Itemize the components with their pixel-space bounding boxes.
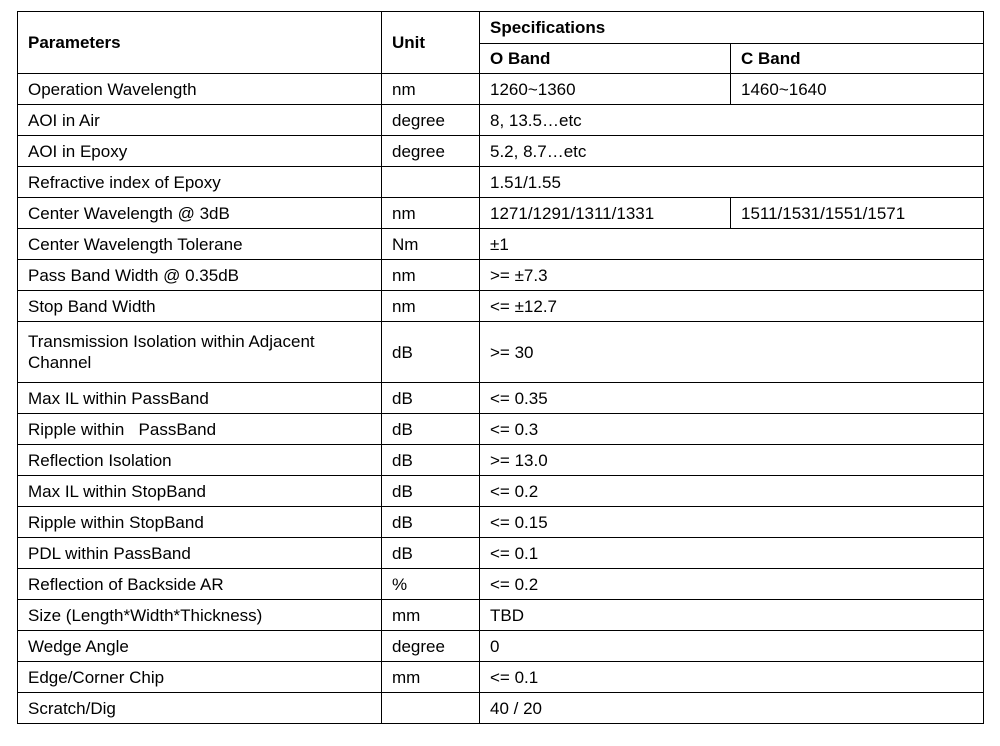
unit-cell: mm xyxy=(382,662,480,693)
c-band-cell: 1460~1640 xyxy=(731,74,984,105)
spec-cell: <= 0.2 xyxy=(480,569,984,600)
parameter-cell: Transmission Isolation within Adjacent Channel xyxy=(18,322,382,383)
parameter-cell: Stop Band Width xyxy=(18,291,382,322)
parameter-cell: Pass Band Width @ 0.35dB xyxy=(18,260,382,291)
spec-cell: <= 0.3 xyxy=(480,414,984,445)
parameter-cell: Operation Wavelength xyxy=(18,74,382,105)
table-row xyxy=(18,198,984,229)
unit-cell: Nm xyxy=(382,229,480,260)
spec-cell: 40 / 20 xyxy=(480,693,984,724)
unit-cell: dB xyxy=(382,322,480,383)
o-band-header: O Band xyxy=(480,44,731,74)
table-row xyxy=(18,383,984,414)
table-row xyxy=(18,445,984,476)
spec-cell: 8, 13.5…etc xyxy=(480,105,984,136)
parameters-header: Parameters xyxy=(18,12,382,74)
spec-cell: <= ±12.7 xyxy=(480,291,984,322)
c-band-cell: 1511/1531/1551/1571 xyxy=(731,198,984,229)
spec-cell: 0 xyxy=(480,631,984,662)
spec-cell: 1.51/1.55 xyxy=(480,167,984,198)
table-row xyxy=(18,693,984,724)
parameter-cell: Center Wavelength Tolerane xyxy=(18,229,382,260)
table-row xyxy=(18,662,984,693)
spec-cell: >= 30 xyxy=(480,322,984,383)
table-row xyxy=(18,291,984,322)
parameter-cell: Ripple within StopBand xyxy=(18,507,382,538)
parameter-cell: Max IL within StopBand xyxy=(18,476,382,507)
unit-cell: nm xyxy=(382,291,480,322)
unit-cell: nm xyxy=(382,198,480,229)
specifications-header: Specifications xyxy=(480,12,984,44)
spec-cell: <= 0.15 xyxy=(480,507,984,538)
spec-cell: <= 0.35 xyxy=(480,383,984,414)
header-row-top xyxy=(18,12,984,44)
parameter-cell: Reflection of Backside AR xyxy=(18,569,382,600)
parameter-cell: Max IL within PassBand xyxy=(18,383,382,414)
specifications-table xyxy=(17,11,984,724)
unit-cell: dB xyxy=(382,476,480,507)
table-row xyxy=(18,569,984,600)
parameter-cell: Size (Length*Width*Thickness) xyxy=(18,600,382,631)
table-body xyxy=(18,12,984,724)
table-row xyxy=(18,229,984,260)
unit-cell: dB xyxy=(382,445,480,476)
unit-cell: degree xyxy=(382,631,480,662)
unit-cell: % xyxy=(382,569,480,600)
unit-cell: dB xyxy=(382,538,480,569)
unit-cell: dB xyxy=(382,507,480,538)
unit-cell: nm xyxy=(382,74,480,105)
parameter-cell: PDL within PassBand xyxy=(18,538,382,569)
spec-cell: >= 13.0 xyxy=(480,445,984,476)
table-row xyxy=(18,105,984,136)
unit-cell: nm xyxy=(382,260,480,291)
unit-cell: degree xyxy=(382,136,480,167)
table-row xyxy=(18,322,984,383)
table-row xyxy=(18,600,984,631)
table-row xyxy=(18,74,984,105)
spec-cell: TBD xyxy=(480,600,984,631)
o-band-cell: 1271/1291/1311/1331 xyxy=(480,198,731,229)
spec-cell: >= ±7.3 xyxy=(480,260,984,291)
parameter-cell: Ripple within PassBand xyxy=(18,414,382,445)
table-row xyxy=(18,631,984,662)
unit-header: Unit xyxy=(382,12,480,74)
spec-cell: 5.2, 8.7…etc xyxy=(480,136,984,167)
parameter-cell: Reflection Isolation xyxy=(18,445,382,476)
unit-cell xyxy=(382,693,480,724)
parameter-cell: AOI in Air xyxy=(18,105,382,136)
unit-cell: degree xyxy=(382,105,480,136)
c-band-header: C Band xyxy=(731,44,984,74)
table-row xyxy=(18,538,984,569)
unit-cell: dB xyxy=(382,383,480,414)
parameter-cell: AOI in Epoxy xyxy=(18,136,382,167)
parameter-cell: Center Wavelength @ 3dB xyxy=(18,198,382,229)
table-row xyxy=(18,260,984,291)
spec-cell: <= 0.2 xyxy=(480,476,984,507)
unit-cell: mm xyxy=(382,600,480,631)
unit-cell xyxy=(382,167,480,198)
spec-cell: <= 0.1 xyxy=(480,662,984,693)
unit-cell: dB xyxy=(382,414,480,445)
table-row xyxy=(18,136,984,167)
spec-cell: <= 0.1 xyxy=(480,538,984,569)
parameter-cell: Scratch/Dig xyxy=(18,693,382,724)
table-row xyxy=(18,414,984,445)
parameter-cell: Wedge Angle xyxy=(18,631,382,662)
parameter-cell: Edge/Corner Chip xyxy=(18,662,382,693)
table-row xyxy=(18,507,984,538)
table-row xyxy=(18,476,984,507)
spec-cell: ±1 xyxy=(480,229,984,260)
table-row xyxy=(18,167,984,198)
o-band-cell: 1260~1360 xyxy=(480,74,731,105)
parameter-cell: Refractive index of Epoxy xyxy=(18,167,382,198)
